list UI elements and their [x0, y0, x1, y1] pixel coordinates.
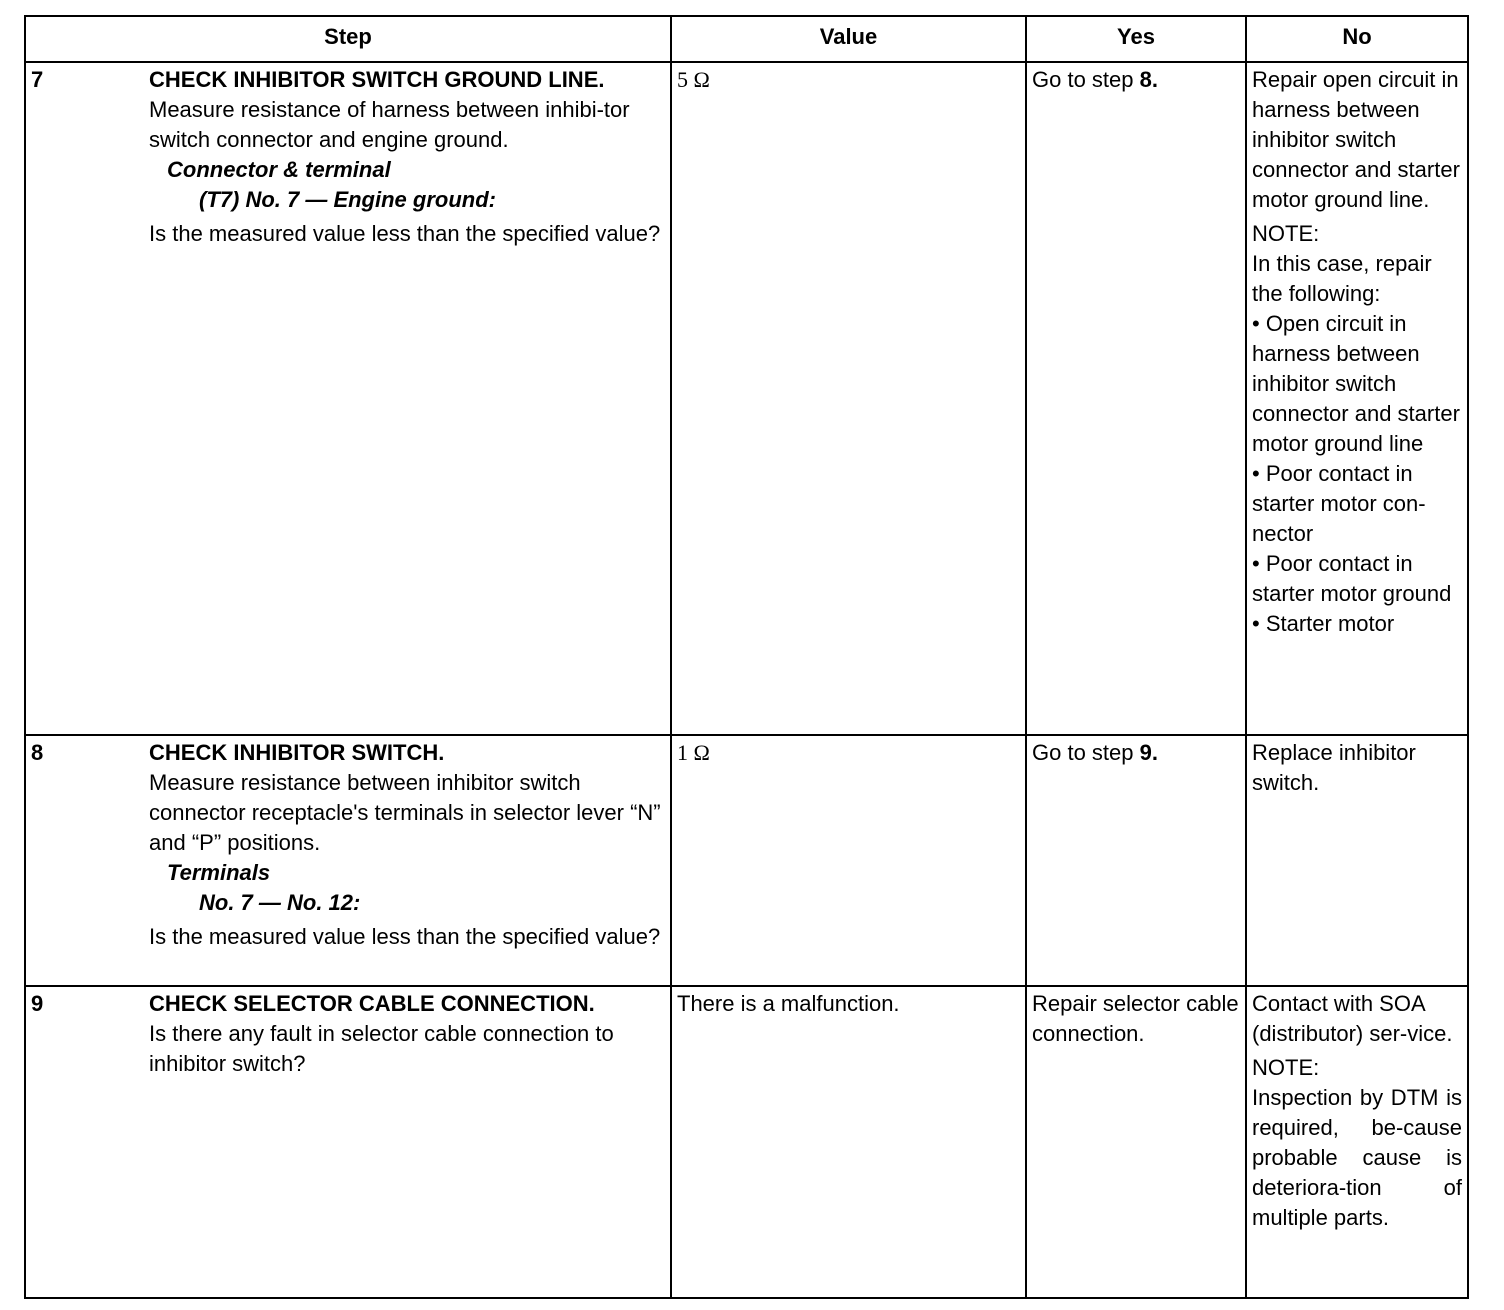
yes-cell [1026, 62, 1246, 735]
step-title: CHECK INHIBITOR SWITCH. [149, 740, 445, 765]
step-description: Measure resistance between inhibitor switch connector receptacle's terminals in selector lever “N” and “P” positions. [149, 770, 661, 855]
step-number: 7 [31, 67, 44, 92]
step-title: CHECK INHIBITOR SWITCH GROUND LINE. [149, 67, 605, 92]
table-row-step-8 [25, 735, 1468, 986]
table-row-step-7 [25, 62, 1468, 735]
table-header-row [25, 16, 1468, 62]
note-label: NOTE: [1252, 1055, 1320, 1080]
value-text: 1 Ω [677, 740, 710, 765]
value-text: There is a malfunction. [677, 991, 900, 1016]
yes-cell [1026, 986, 1246, 1298]
connector-terminal-label: Connector & terminal [167, 157, 391, 182]
note-bullet: • Starter motor [1252, 611, 1395, 636]
note-text: Inspection by DTM is required, be-cause probable cause is deteriora-tion of multiple parts. [1252, 1085, 1462, 1230]
diagnostic-table [24, 15, 1469, 1299]
no-cell [1246, 986, 1468, 1298]
yes-step-ref: 8. [1139, 67, 1158, 92]
value-cell [671, 62, 1026, 735]
yes-step-ref: 9. [1139, 740, 1158, 765]
no-main-text: Contact with SOA (distributor) ser-vice. [1252, 991, 1453, 1046]
step-cell [25, 986, 671, 1298]
step-number: 9 [31, 991, 44, 1016]
step-title: CHECK SELECTOR CABLE CONNECTION. [149, 991, 595, 1016]
note-intro: In this case, repair the following: [1252, 251, 1432, 306]
header-no: No [1246, 16, 1468, 62]
note-bullet: • Poor contact in starter motor ground [1252, 551, 1452, 606]
yes-text: Go to step [1032, 740, 1140, 765]
step-question: Is the measured value less than the specified value? [149, 924, 661, 949]
header-step: Step [25, 16, 671, 62]
yes-text: Go to step [1032, 67, 1140, 92]
no-main-text: Repair open circuit in harness between inhibitor switch connector and starter motor ground line. [1252, 67, 1460, 212]
note-bullet: • Open circuit in harness between inhibitor switch connector and starter motor ground line [1252, 311, 1460, 456]
step-question: Is the measured value less than the specified value? [149, 221, 661, 246]
note-label: NOTE: [1252, 221, 1320, 246]
step-cell [25, 735, 671, 986]
no-main-text: Replace inhibitor switch. [1252, 740, 1416, 795]
terminals-label: Terminals [167, 860, 271, 885]
step-number: 8 [31, 740, 44, 765]
step-description: Measure resistance of harness between inhibi-tor switch connector and engine ground. [149, 97, 630, 152]
yes-cell [1026, 735, 1246, 986]
terminal-spec: No. 7 — No. 12: [199, 890, 361, 915]
step-description: Is there any fault in selector cable connection to inhibitor switch? [149, 1021, 614, 1076]
value-text: 5 Ω [677, 67, 710, 92]
no-cell [1246, 62, 1468, 735]
table-row-step-9 [25, 986, 1468, 1298]
header-value: Value [671, 16, 1026, 62]
value-cell [671, 735, 1026, 986]
value-cell [671, 986, 1026, 1298]
note-bullet: • Poor contact in starter motor con-nector [1252, 461, 1426, 546]
header-yes: Yes [1026, 16, 1246, 62]
terminal-spec: (T7) No. 7 — Engine ground: [199, 187, 496, 212]
no-cell [1246, 735, 1468, 986]
step-cell [25, 62, 671, 735]
yes-text: Repair selector cable connection. [1032, 991, 1239, 1046]
